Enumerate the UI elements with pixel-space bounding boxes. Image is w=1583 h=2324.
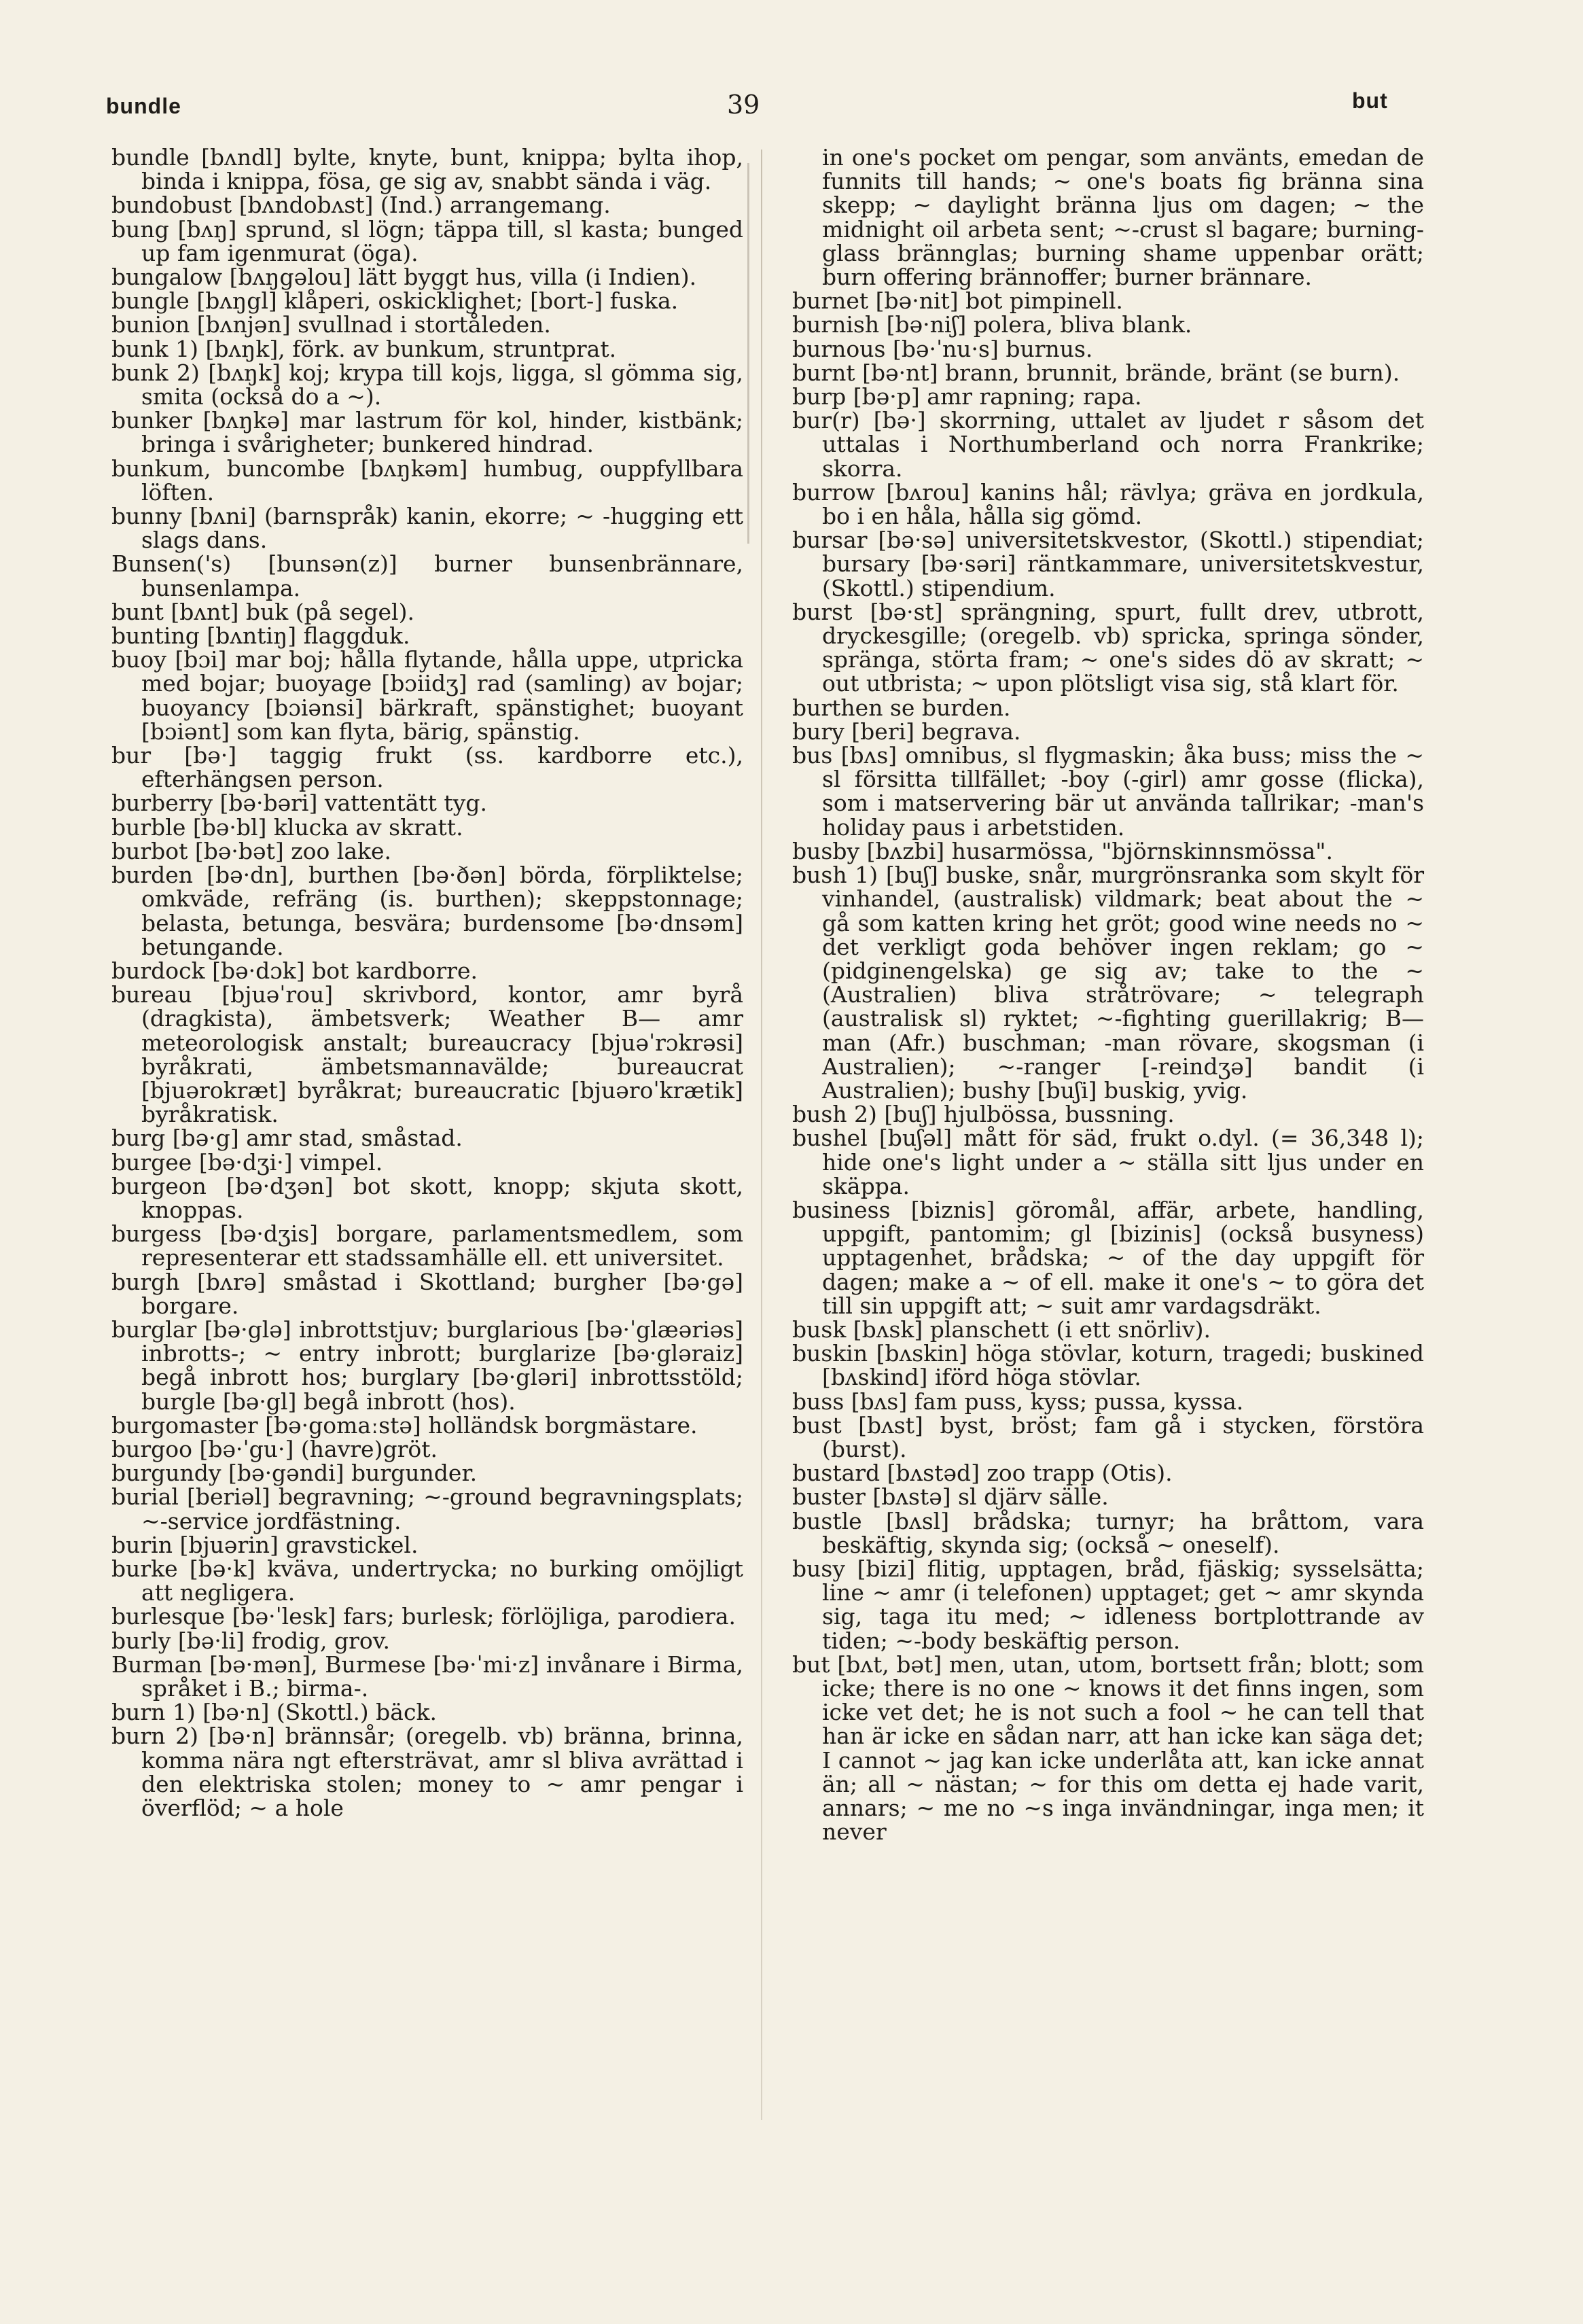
dictionary-entry: bungle [bʌŋgl] klåperi, oskicklighet; [bort-] fuska. <box>111 287 679 315</box>
dictionary-entry: burgoo [bə·ˈgu·] (havre)gröt. <box>111 1435 438 1462</box>
header-last-word: but <box>1352 88 1388 113</box>
left-column <box>111 145 743 1820</box>
dictionary-entry: Burman [bə·mən], Burmese [bə·ˈmi·z] invånare i Birma, språket i B.; birma-. <box>111 1651 743 1702</box>
dictionary-entry: bust [bʌst] byst, bröst; fam gå i stycken, förstöra (burst). <box>792 1411 1424 1462</box>
dictionary-entry: buss [bʌs] fam puss, kyss; pussa, kyssa. <box>792 1388 1244 1415</box>
dictionary-entry: buskin [bʌskin] höga stövlar, koturn, tragedi; buskined [bʌskind] iförd höga stövlar. <box>792 1340 1424 1391</box>
dictionary-entry: bur [bə·] taggig frukt (ss. kardborre etc.), efterhängsen person. <box>111 742 743 793</box>
dictionary-entry: burble [bə·bl] klucka av skratt. <box>111 813 463 841</box>
dictionary-entry: burgomaster [bə·gomaːstə] holländsk borgmästare. <box>111 1411 698 1439</box>
dictionary-entry: busk [bʌsk] planschett (i ett snörliv). <box>792 1316 1211 1343</box>
dictionary-entry: burnt [bə·nt] brann, brunnit, brände, bränt (se burn). <box>792 359 1400 386</box>
dictionary-entry: burn 1) [bə·n] (Skottl.) bäck. <box>111 1699 437 1726</box>
dictionary-entry: Bunsen('s) [bunsən(z)] burner bunsenbrännare, bunsenlampa. <box>111 550 743 601</box>
dictionary-entry: bunting [bʌntiŋ] flaggduk. <box>111 622 410 650</box>
dictionary-entry: burthen se burden. <box>792 694 1011 721</box>
dictionary-entry: bustard [bʌstəd] zoo trapp (Otis). <box>792 1460 1173 1487</box>
scan-artifact-line <box>747 163 749 544</box>
dictionary-entry: bunion [bʌnjən] svullnad i stortåleden. <box>111 311 551 338</box>
dictionary-entry: burst [bə·st] sprängning, spurt, fullt drev, utbrott, dryckesgille; (oregelb. vb) spricka, springa sönder, spränga, störta fram; ~ one's sides dö av skratt; ~ out utbrista; ~ upon plötsligt visa sig, stå klart för. <box>792 598 1424 697</box>
dictionary-entry: burglar [bə·glə] inbrottstjuv; burglarious [bə·ˈglæəriəs] inbrotts-; ~ entry inbrott; burglarize [bə·gləraiz] begå inbrott hos; burglary [bə·gləri] inbrottsstöld; burgle [bə·gl] begå inbrott (hos). <box>111 1316 743 1415</box>
column-divider <box>761 149 762 2120</box>
dictionary-entry: bureau [bjuəˈrou] skrivbord, kontor, amr byrå (dragkista), ämbetsverk; Weather B— amr meteorologisk anstalt; bureaucracy [bjuəˈrɔkrəsi] byråkrati, ämbetsmannavälde; bureaucrat [bjuərokræt] byråkrat; bureaucratic [bjuəroˈkrætik] byråkratisk. <box>111 981 743 1128</box>
dictionary-entry: buoy [bɔi] mar boj; hålla flytande, hålla uppe, utpricka med bojar; buoyage [bɔiidʒ] rad (samling) av bojar; buoyancy [bɔiənsi] bärkraft, spänstighet; buoyant [bɔiənt] som kan flyta, bärig, spänstig. <box>111 646 743 745</box>
dictionary-entry: burin [bjuərin] gravstickel. <box>111 1531 419 1558</box>
dictionary-entry: burp [bə·p] amr rapning; rapa. <box>792 383 1142 410</box>
dictionary-entry: bunker [bʌŋkə] mar lastrum för kol, hinder, kistbänk; bringa i svårigheter; bunkered hindrad. <box>111 407 743 458</box>
dictionary-entry: burgh [bʌrə] småstad i Skottland; burgher [bə·gə] borgare. <box>111 1268 743 1319</box>
dictionary-entry: burlesque [bə·ˈlesk] fars; burlesk; förlöjliga, parodiera. <box>111 1603 736 1630</box>
dictionary-entry: bunkum, buncombe [bʌŋkəm] humbug, ouppfyllbara löften. <box>111 455 743 506</box>
right-column <box>792 145 1424 1844</box>
dictionary-entry: bushel [buʃəl] mått för säd, frukt o.dyl. (= 36,348 l); hide one's light under a ~ ställa sitt ljus under en skäppa. <box>792 1125 1424 1199</box>
dictionary-entry: bur(r) [bə·] skorrning, uttalet av ljudet r såsom det uttalas i Northumberland och norra Frankrike; skorra. <box>792 407 1424 482</box>
dictionary-entry: burg [bə·g] amr stad, småstad. <box>111 1125 463 1152</box>
dictionary-entry: business [biznis] göromål, affär, arbete, handling, uppgift, pantomim; gl [bizinis] (också busyness) upptagenhet, brådska; ~ of the day uppgift för dagen; make a ~ of ell. make it one's ~ to göra det till sin uppgift att; ~ suit amr vardagsdräkt. <box>792 1196 1424 1319</box>
dictionary-entry: burnish [bə·niʃ] polera, bliva blank. <box>792 311 1192 338</box>
dictionary-entry: burgee [bə·dʒi·] vimpel. <box>111 1148 383 1176</box>
dictionary-entry: bundle [bʌndl] bylte, knyte, bunt, knippa; bylta ihop, binda i knippa, fösa, ge sig av, snabbt sända i väg. <box>111 144 743 195</box>
dictionary-entry: burgeon [bə·dʒən] bot skott, knopp; skjuta skott, knoppas. <box>111 1172 743 1223</box>
dictionary-entry: burial [beriəl] begravning; ~-ground begravningsplats; ~-service jordfästning. <box>111 1483 743 1534</box>
dictionary-entry: burnous [bə·ˈnu·s] burnus. <box>792 335 1093 362</box>
dictionary-entry: burden [bə·dn], burthen [bə·ðən] börda, förpliktelse; omkväde, refräng (is. burthen); skeppstonnage; belasta, betunga, besvära; burdensome [bə·dnsəm] betungande. <box>111 862 743 960</box>
dictionary-entry: bush 1) [buʃ] buske, snår, murgrönsranka som skylt för vinhandel, (australisk) vildmark; beat about the ~ gå som katten kring het gröt; good wine needs no ~ det verkligt goda behöver ingen reklam; go ~ (pidginengelska) ge sig av; take to the ~ (Australien) bliva stråtrövare; ~ telegraph (australisk sl) ryktet; ~-fighting guerillakrig; B—man (Afr.) buschman; -man rövare, skogsman (i Australien); ~-ranger [-reindʒə] bandit (i Australien); bushy [buʃi] buskig, yvig. <box>792 862 1424 1104</box>
dictionary-entry: bursar [bə·sə] universitetskvestor, (Skottl.) stipendiat; bursary [bə·səri] räntkammare, universitetskvestur, (Skottl.) stipendium. <box>792 527 1424 601</box>
dictionary-entry: bustle [bʌsl] brådska; turnyr; ha bråttom, vara beskäftig, skynda sig; (också ~ oneself). <box>792 1507 1424 1558</box>
dictionary-entry: bungalow [bʌŋgəlou] lätt byggt hus, villa (i Indien). <box>111 264 697 291</box>
dictionary-entry: burke [bə·k] kväva, undertrycka; no burking omöjligt att negligera. <box>111 1555 743 1606</box>
dictionary-entry: burdock [bə·dɔk] bot kardborre. <box>111 957 478 984</box>
dictionary-entry: burberry [bə·bəri] vattentätt tyg. <box>111 790 487 817</box>
dictionary-entry: bundobust [bʌndobʌst] (Ind.) arrangemang. <box>111 192 611 219</box>
dictionary-entry: burgundy [bə·gəndi] burgunder. <box>111 1460 478 1487</box>
dictionary-entry: buster [bʌstə] sl djärv sälle. <box>792 1483 1109 1511</box>
dictionary-entry: bunk 2) [bʌŋk] koj; krypa till kojs, ligga, sl gömma sig, smita (också do a ~). <box>111 359 743 410</box>
dictionary-entry: in one's pocket om pengar, som använts, emedan de funnits till hands; ~ one's boats fig bränna sina skepp; ~ daylight bränna ljus om dagen; ~ the midnight oil arbeta sent; ~-crust sl bagare; burning-glass brännglas; burning shame uppenbar orätt; burn offering brännoffer; burner brännare. <box>822 144 1424 291</box>
dictionary-entry: but [bʌt, bət] men, utan, utom, bortsett från; blott; som icke; there is no one ~ knows it det finns ingen, som icke vet det; he is not such a fool ~ he can tell that han är icke en sådan narr, att han icke kan säga det; I cannot ~ jag kan icke underlåta att, kan icke annat än; all ~ nästan; ~ for this om detta ej hade varit, annars; ~ me no ~s inga invändningar, inga men; it never <box>792 1651 1424 1846</box>
dictionary-entry: burnet [bə·nit] bot pimpinell. <box>792 287 1123 315</box>
dictionary-entry: busby [bʌzbi] husarmössa, "björnskinnsmössa". <box>792 837 1333 864</box>
page-number: 39 <box>727 90 760 120</box>
dictionary-entry: burly [bə·li] frodig, grov. <box>111 1627 390 1654</box>
dictionary-entry: burbot [bə·bət] zoo lake. <box>111 837 392 864</box>
dictionary-entry: burn 2) [bə·n] brännsår; (oregelb. vb) bränna, brinna, komma nära ngt eftersträvat, amr sl bliva avrättad i den elektriska stolen; money to ~ amr pengar i överflöd; ~ a hole <box>111 1723 743 1822</box>
dictionary-entry: bunt [bʌnt] buk (på segel). <box>111 598 414 625</box>
dictionary-entry: bury [beri] begrava. <box>792 718 1021 745</box>
dictionary-entry: busy [bizi] flitig, upptagen, bråd, fjäskig; sysselsätta; line ~ amr (i telefonen) upptaget; get ~ amr skynda sig, taga itu med; ~ idleness bortplottrande av tiden; ~-body beskäftig person. <box>792 1555 1424 1654</box>
dictionary-entry: bunny [bʌni] (barnspråk) kanin, ekorre; ~ -hugging ett slags dans. <box>111 503 743 554</box>
dictionary-entry: bung [bʌŋ] sprund, sl lögn; täppa till, sl kasta; bunged up fam igenmurat (öga). <box>111 215 743 266</box>
page-header <box>0 0 1583 156</box>
dictionary-entry: bus [bʌs] omnibus, sl flygmaskin; åka buss; miss the ~ sl försitta tillfället; -boy (-girl) amr gosse (flicka), som i matservering bär ut använda tallrikar; -man's holiday paus i arbetstiden. <box>792 742 1424 841</box>
header-first-word: bundle <box>106 94 181 118</box>
dictionary-entry: burrow [bʌrou] kanins hål; rävlya; gräva en jordkula, bo i en håla, hålla sig gömd. <box>792 478 1424 530</box>
dictionary-entry: burgess [bə·dʒis] borgare, parlamentsmedlem, som representerar ett stadssamhälle ell. ett universitet. <box>111 1220 743 1271</box>
dictionary-entry: bunk 1) [bʌŋk], förk. av bunkum, struntprat. <box>111 335 617 362</box>
dictionary-entry: bush 2) [buʃ] hjulbössa, bussning. <box>792 1101 1175 1128</box>
